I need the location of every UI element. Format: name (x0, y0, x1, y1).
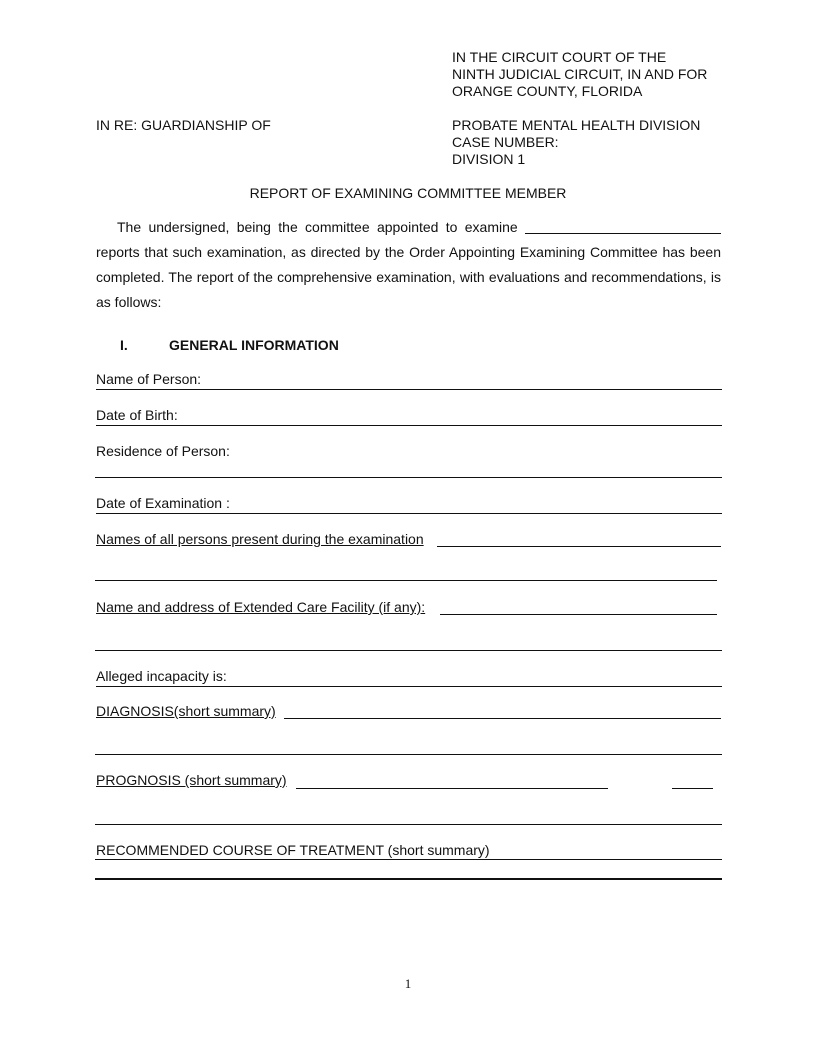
section-number: I. (120, 337, 128, 353)
extended-care-line-2[interactable] (95, 650, 722, 651)
residence-label: Residence of Person: (96, 443, 230, 459)
extended-care-line[interactable] (440, 614, 717, 615)
division-number: DIVISION 1 (452, 151, 526, 167)
prognosis-line-2[interactable] (95, 824, 722, 825)
alleged-incapacity-label: Alleged incapacity is: (96, 668, 227, 684)
section-title: GENERAL INFORMATION (169, 337, 339, 353)
treatment-line-2[interactable] (95, 878, 722, 880)
page-number: 1 (404, 976, 412, 991)
court-line-1: IN THE CIRCUIT COURT OF THE (452, 49, 667, 65)
date-of-examination-label: Date of Examination : (96, 495, 230, 511)
treatment-label: RECOMMENDED COURSE OF TREATMENT (short summary) (96, 842, 490, 858)
court-caption (452, 49, 707, 100)
persons-present-label: Names of all persons present during the examination (96, 531, 424, 547)
extended-care-label: Name and address of Extended Care Facility (if any): (96, 599, 426, 615)
diagnosis-line-2[interactable] (95, 754, 722, 755)
alleged-incapacity-field[interactable] (96, 667, 722, 687)
treatment-line[interactable] (95, 859, 722, 860)
document-title: REPORT OF EXAMINING COMMITTEE MEMBER (249, 185, 567, 201)
case-number-label: CASE NUMBER: (452, 134, 559, 150)
persons-present-line-2[interactable] (95, 580, 717, 581)
prognosis-line[interactable] (296, 788, 608, 789)
persons-present-line[interactable] (437, 546, 721, 547)
name-of-person-label: Name of Person: (96, 371, 202, 387)
section-heading (120, 337, 339, 353)
division-block (452, 117, 700, 168)
date-of-birth-label: Date of Birth: (96, 407, 178, 423)
intro-lead: The undersigned, being the committee appointed to examine (117, 219, 518, 235)
diagnosis-label: DIAGNOSIS(short summary) (96, 703, 276, 719)
intro-paragraph (96, 215, 721, 315)
date-of-examination-field[interactable] (96, 494, 722, 514)
examinee-name-blank[interactable] (525, 219, 721, 234)
court-line-3: ORANGE COUNTY, FLORIDA (452, 83, 643, 99)
residence-line[interactable] (95, 477, 722, 478)
prognosis-label: PROGNOSIS (short summary) (96, 772, 287, 788)
date-of-birth-field[interactable] (96, 406, 722, 426)
diagnosis-line[interactable] (284, 718, 721, 719)
division-line: PROBATE MENTAL HEALTH DIVISION (452, 117, 701, 133)
in-re-label: IN RE: GUARDIANSHIP OF (96, 117, 271, 133)
prognosis-line-end[interactable] (672, 788, 713, 789)
court-line-2: NINTH JUDICIAL CIRCUIT, IN AND FOR (452, 66, 708, 82)
intro-rest: reports that such examination, as directed by the Order Appointing Examining Committee has been completed. The report of the comprehensive examination, with evaluations and recommendations, is as follows: (96, 244, 721, 310)
name-of-person-field[interactable] (96, 370, 722, 390)
